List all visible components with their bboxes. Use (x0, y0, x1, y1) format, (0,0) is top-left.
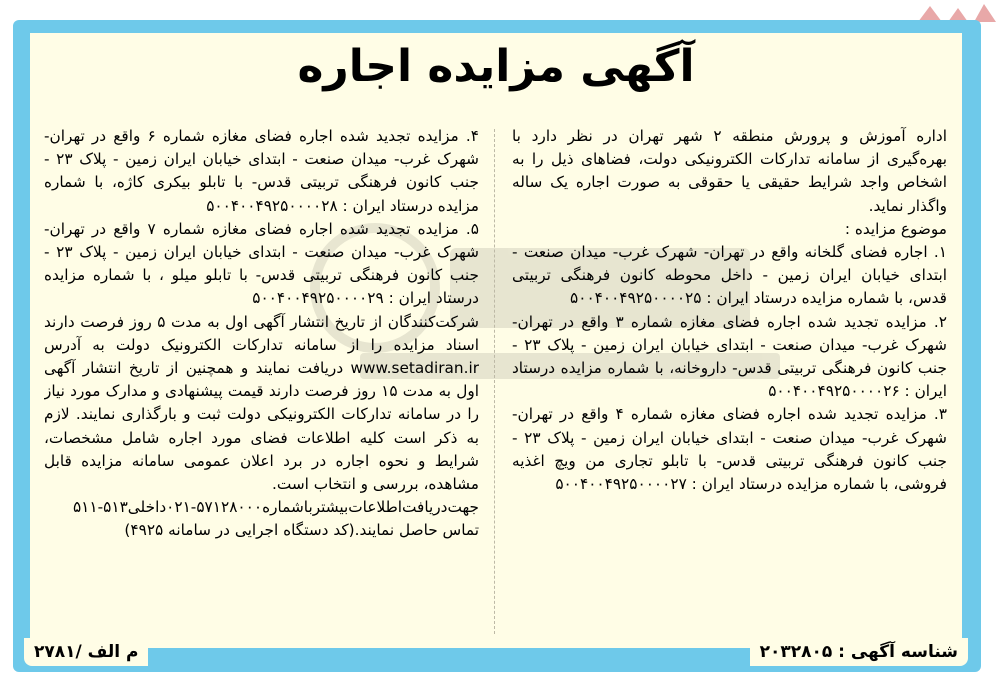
item-2: ۲. مزایده تجدید شده اجاره فضای مغازه شماره ۳ واقع در تهران- شهرک غرب- میدان صنعت - ابتدای خیابان ایران زمین - پلاک ۲۳ - جنب کانون فرهنگی تربیتی قدس- داروخانه، با شماره مزایده درستاد ایران : ۵۰۰۴۰۰۴۹۲۵۰۰۰۰۲۶ (512, 312, 947, 401)
right-column (512, 125, 947, 635)
left-column (44, 125, 479, 635)
item-3: ۳. مزایده تجدید شده اجاره فضای مغازه شماره ۴ واقع در تهران- شهرک غرب- میدان صنعت - ابتدای خیابان ایران زمین - پلاک ۲۳ - جنب کانون فرهنگی تربیتی قدس- با تابلو تجاری من ویچ اغذیه فروشی، با شماره مزایده درستاد ایران : ۵۰۰۴۰۰۴۹۲۵۰۰۰۰۲۷ (512, 405, 947, 494)
ad-id-label: شناسه آگهی : ۲۰۳۲۸۰۵ (750, 638, 968, 666)
item-4: ۴. مزایده تجدید شده اجاره فضای مغازه شماره ۶ واقع در تهران- شهرک غرب- میدان صنعت - ابتدای خیابان ایران زمین - پلاک ۲۳ - جنب کانون فرهنگی تربیتی قدس- با تابلو بیکری کاژه، با شماره مزایده درستاد ایران : ۵۰۰۴۰۰۴۹۲۵۰۰۰۰۲۸ (44, 127, 479, 215)
intro-paragraph: اداره آموزش و پرورش منطقه ۲ شهر تهران در نظر دارد با بهره‌گیری از سامانه تدارکات الکترونیکی دولت، فضاهای ذیل را به اشخاص واجد شرایط حقیقی یا حقوقی به صورت اجاره یک ساله واگذار نماید. (512, 127, 947, 215)
subject-heading: موضوع مزایده : (844, 219, 947, 238)
column-divider (494, 129, 495, 634)
ad-title: آگهی مزایده اجاره (297, 41, 695, 92)
item-1: ۱. اجاره فضای گلخانه واقع در تهران- شهرک غرب- میدان صنعت - ابتدای خیابان ایران زمین - داخل محوطه کانون فرهنگی تربیتی قدس، با شماره مزایده درستاد ایران : ۵۰۰۴۰۰۴۹۲۵۰۰۰۰۲۵ (512, 243, 947, 308)
contact-info: جهت‌دریافت‌اطلاعات‌بیشتر‌باشماره۵۷۱۲۸۰۰۰-۰۲۱داخلی۵۱۳-۵۱۱ تماس حاصل نمایند.(کد دستگاه اجرایی در سامانه ۴۹۲۵) (72, 498, 479, 540)
ad-code-label: م الف /۲۷۸۱ (24, 638, 148, 666)
participation-terms: شرکت‌کنندگان از تاریخ انتشار آگهی اول به مدت ۵ روز فرصت دارند اسناد مزایده را از سامانه تدارکات الکترونیک دولت به آدرس www.setadiran.ir دریافت نمایند و همچنین از تاریخ انتشار آگهی اول به مدت ۱۵ روز فرصت دارند قیمت پیشنهادی و مدارک مورد نیاز را در سامانه تدارکات الکترونیکی دولت ثبت و بارگذاری نمایند. لازم به ذکر است کلیه اطلاعات فضای مورد اجاره شامل مشخصات، شرایط و نحوه اجاره در برد اعلان عمومی سامانه مزایده قابل مشاهده، بررسی و انتخاب است. (44, 312, 479, 494)
ad-footer (30, 638, 962, 668)
ad-paper (30, 33, 962, 648)
item-5: ۵. مزایده تجدید شده اجاره فضای مغازه شماره ۷ واقع در تهران- شهرک غرب- میدان صنعت - ابتدای خیابان ایران زمین - پلاک ۲۳ - جنب کانون فرهنگی تربیتی قدس- با تابلو میلو ، با شماره مزایده درستاد ایران : ۵۰۰۴۰۰۴۹۲۵۰۰۰۰۲۹ (44, 219, 479, 308)
